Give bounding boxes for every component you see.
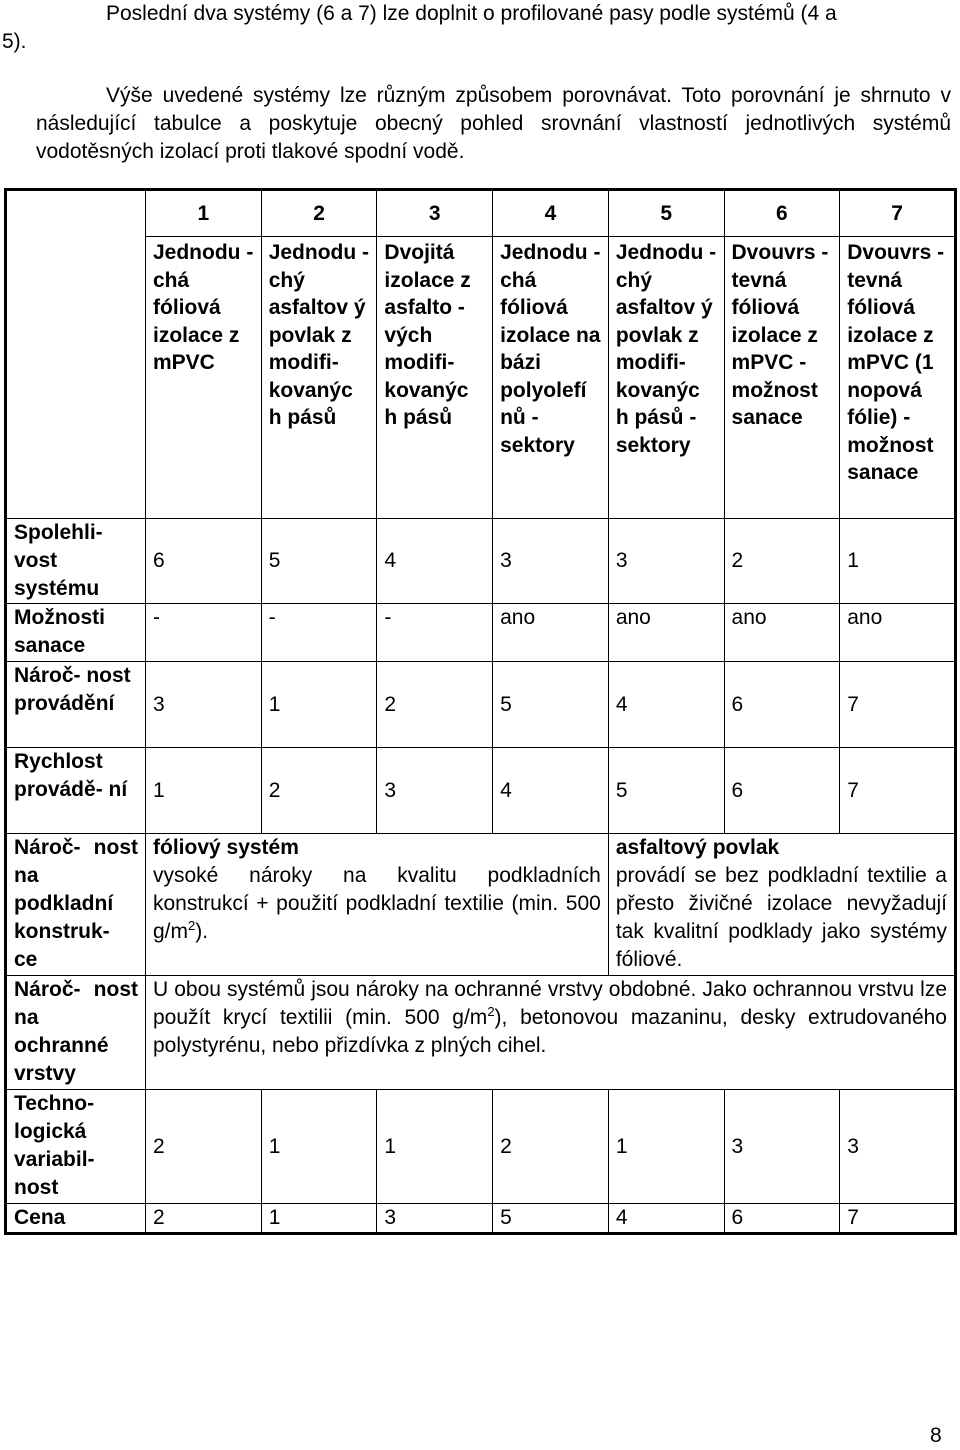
table-cell: 6 [724,662,840,748]
table-cell: ano [724,604,840,662]
col-number: 3 [377,190,493,237]
intro-line1: Poslední dva systémy (6 a 7) lze doplnit o profilované pasy podle systémů (4 a [106,2,837,25]
row-label: Techno- logická variabil- nost [6,1090,146,1204]
protective-layers-cell: U obou systémů jsou nároky na ochranné vrstvy obdobné. Jako ochrannou vrstvu lze použít krycí textilii (min. 500 $g/m^2$), betonovou mazaninu, desky extrudovaného polystyrénu, nebo přizdívka z plných cihel. [146,976,956,1090]
table-cell: 1 [608,1090,724,1204]
table-cell: 2 [146,1090,262,1204]
intro-line1-end: 5). [2,30,27,53]
foil-system-text: vysoké nároky na kvalitu podkladních konstrukcí + použití podkladní textilie (min. 500 $g/m^2$). [153,864,601,943]
table-cell: 1 [840,519,956,604]
table-row [6,748,956,834]
table-cell: 1 [377,1090,493,1204]
table-cell: ano [840,604,956,662]
row-label: Možnosti sanace [6,604,146,662]
comparison-table [4,188,957,1235]
table-cell: 1 [146,748,262,834]
table-cell: 1 [261,1204,377,1234]
table-cell: 5 [493,662,609,748]
row-label: Spolehli- vost systému [6,519,146,604]
table-cell: 7 [840,1204,956,1234]
table-cell: 6 [724,748,840,834]
asphalt-system-title: asfaltový povlak [615,836,780,859]
table-cell: 2 [724,519,840,604]
col-description: Dvojitá izolace z asfalto -vých modifi- kovanýc h pásů [377,237,493,519]
table-cell: ano [608,604,724,662]
col-description: Jednodu -chý asfaltov ý povlak z modifi- kovanýc h pásů - sektory [608,237,724,519]
table-row [6,1204,956,1234]
table-cell: ano [493,604,609,662]
table-row [6,604,956,662]
row-label: Rychlost provádě- ní [6,748,146,834]
col-description: Jednodu -chá fóliová izolace z mPVC [146,237,262,519]
empty-corner-cell [6,190,146,519]
col-description: Jednodu -chá fóliová izolace na bázi polyolefí nů - sektory [493,237,609,519]
header-number-row [6,190,956,237]
table-cell: 3 [377,1204,493,1234]
col-number: 6 [724,190,840,237]
foil-system-title: fóliový systém [153,836,299,859]
table-cell: 3 [377,748,493,834]
table-cell: 1 [261,1090,377,1204]
col-description: Dvouvrs -tevná fóliová izolace z mPVC (1 nopová fólie) - možnost sanace [840,237,956,519]
col-description: Jednodu -chý asfaltov ý povlak z modifi- kovanýc h pásů [261,237,377,519]
table-cell: 3 [840,1090,956,1204]
table-cell: 3 [493,519,609,604]
table-row-podklad [6,834,956,976]
table-row [6,1090,956,1204]
table-cell: 4 [377,519,493,604]
table-cell: 4 [493,748,609,834]
col-number: 2 [261,190,377,237]
header-desc-row [6,237,956,519]
table-row [6,519,956,604]
table-cell: 6 [146,519,262,604]
table-cell: 5 [608,748,724,834]
table-cell: 3 [608,519,724,604]
asphalt-system-cell [608,834,955,976]
table-cell: 2 [146,1204,262,1234]
col-number: 1 [146,190,262,237]
table-cell: 5 [493,1204,609,1234]
asphalt-system-text: provádí se bez podkladní textilie a přesto živičné izolace nevyžadují tak kvalitní podklady jako systémy fóliové. [615,864,947,971]
foil-system-cell [146,834,609,976]
table-cell: 2 [261,748,377,834]
table-cell: 7 [840,662,956,748]
table-cell: - [146,604,262,662]
intro-paragraph: Výše uvedené systémy lze různým způsobem porovnávat. Toto porovnání je shrnuto v následující tabulce a poskytuje obecný pohled srovnání vlastností jednotlivých systémů vodotěsných izolací proti tlakové spodní vodě. [36,84,951,163]
row-label: Nároč- nost na ochranné vrstvy [6,976,146,1090]
table-cell: 2 [493,1090,609,1204]
table-cell: 1 [261,662,377,748]
table-cell: 3 [724,1090,840,1204]
row-label: Cena [6,1204,146,1234]
table-cell: - [377,604,493,662]
table-cell: 5 [261,519,377,604]
col-description: Dvouvrs -tevná fóliová izolace z mPVC - možnost sanace [724,237,840,519]
table-cell: 7 [840,748,956,834]
col-number: 7 [840,190,956,237]
col-number: 4 [493,190,609,237]
table-cell: 2 [377,662,493,748]
table-cell: 6 [724,1204,840,1234]
table-row [6,662,956,748]
row-label: Nároč- nost na podkladní konstruk- ce [6,834,146,976]
table-row-ochranne [6,976,956,1090]
page-number: 8 [930,1424,942,1447]
col-number: 5 [608,190,724,237]
row-label: Nároč- nost provádění [6,662,146,748]
table-cell: - [261,604,377,662]
table-cell: 4 [608,662,724,748]
table-cell: 3 [146,662,262,748]
table-cell: 4 [608,1204,724,1234]
